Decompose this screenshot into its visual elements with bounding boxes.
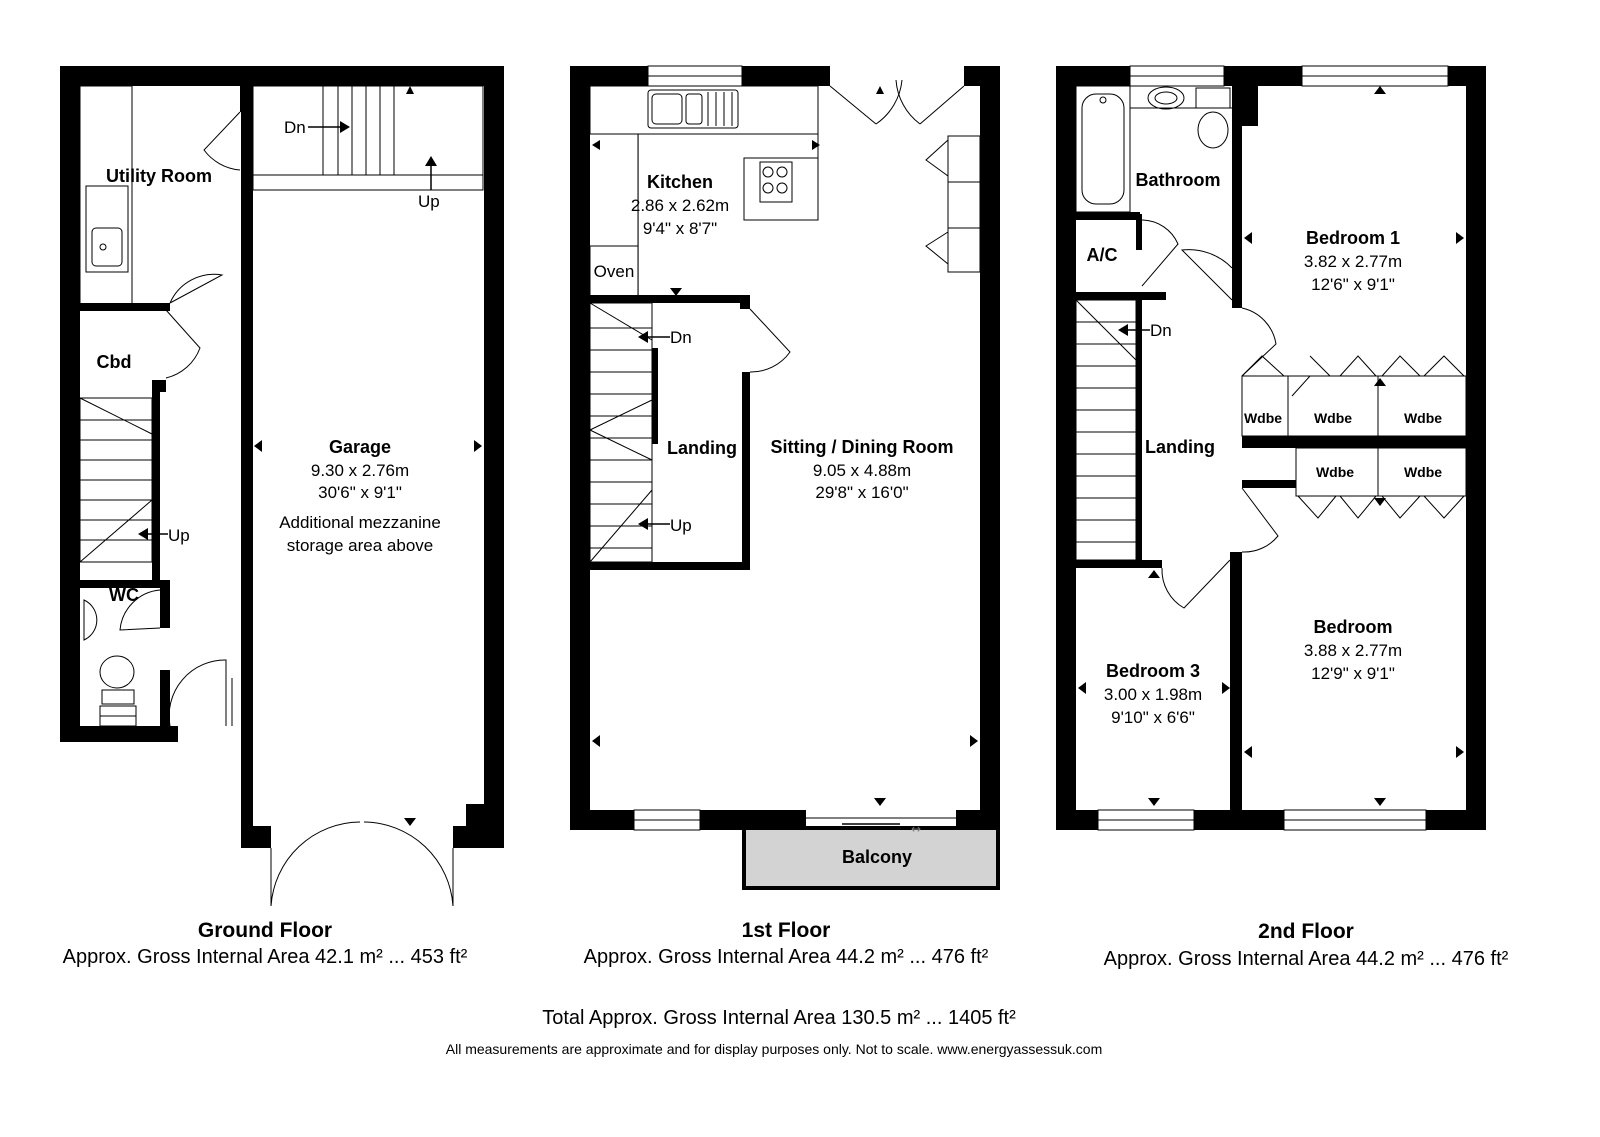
landing-label: Landing — [1145, 437, 1215, 457]
garage-dim-metric: 9.30 x 2.76m — [310, 461, 410, 480]
balcony-label: Balcony — [841, 847, 913, 867]
ground-floor-title: Ground Floor — [197, 919, 333, 942]
first-floor-plan — [570, 66, 1000, 888]
bedroom-label: Bedroom — [1313, 617, 1393, 637]
wardrobe-label: Wdbe — [1403, 464, 1443, 480]
garage-dim-imperial: 30'6" x 9'1" — [318, 483, 402, 502]
cbd-label: Cbd — [96, 352, 132, 372]
sitting-dim-metric: 9.05 x 4.88m — [812, 461, 912, 480]
first-floor-title: 1st Floor — [741, 919, 831, 942]
bedroom3-dim-imperial: 9'10" x 6'6" — [1111, 708, 1195, 727]
utility-room-label: Utility Room — [106, 166, 212, 186]
garage-note-line1: Additional mezzanine — [279, 513, 441, 532]
stair-up-label: Up — [670, 516, 692, 535]
kitchen-label: Kitchen — [646, 172, 714, 192]
disclaimer: All measurements are approximate and for display purposes only. Not to scale. www.energyassessuk.com — [445, 1041, 1103, 1057]
bedroom1-label: Bedroom 1 — [1305, 228, 1401, 248]
bedroom-dim-imperial: 12'9" x 9'1" — [1311, 664, 1395, 683]
stair-up-label: Up — [168, 526, 190, 545]
landing-label: Landing — [667, 438, 737, 458]
second-floor-title: 2nd Floor — [1258, 920, 1354, 943]
wardrobe-label: Wdbe — [1243, 410, 1283, 426]
ground-floor-area: Approx. Gross Internal Area 42.1 m² ... 453 ft² — [62, 946, 468, 968]
total-area: Total Approx. Gross Internal Area 130.5 m² ... 1405 ft² — [542, 1007, 1016, 1029]
sitting-dining-label: Sitting / Dining Room — [770, 437, 954, 457]
wardrobe-label: Wdbe — [1315, 464, 1355, 480]
wardrobe-label: Wdbe — [1313, 410, 1353, 426]
kitchen-dim-imperial: 9'4" x 8'7" — [642, 219, 718, 238]
first-floor-area: Approx. Gross Internal Area 44.2 m² ... 476 ft² — [583, 946, 989, 968]
sitting-dim-imperial: 29'8" x 16'0" — [815, 483, 909, 502]
bedroom1-dim-metric: 3.82 x 2.77m — [1303, 252, 1403, 271]
kitchen-dim-metric: 2.86 x 2.62m — [630, 196, 730, 215]
bedroom3-label: Bedroom 3 — [1105, 661, 1201, 681]
stair-dn-label: Dn — [284, 118, 306, 137]
second-floor-area: Approx. Gross Internal Area 44.2 m² ... 476 ft² — [1103, 948, 1509, 970]
wc-label: WC — [109, 585, 139, 605]
oven-label: Oven — [593, 262, 635, 281]
wardrobe-label: Wdbe — [1403, 410, 1443, 426]
svg-text:↔: ↔ — [910, 822, 922, 836]
stair-dn-label: Dn — [670, 328, 692, 347]
stair-dn-label: Dn — [1150, 321, 1172, 340]
garage-label: Garage — [328, 437, 392, 457]
bedroom1-dim-imperial: 12'6" x 9'1" — [1311, 275, 1395, 294]
bathroom-label: Bathroom — [1135, 170, 1221, 190]
garage-note-line2: storage area above — [286, 536, 434, 555]
bedroom-dim-metric: 3.88 x 2.77m — [1303, 641, 1403, 660]
stair-up-label: Up — [418, 192, 440, 211]
ac-label: A/C — [1086, 245, 1118, 265]
bedroom3-dim-metric: 3.00 x 1.98m — [1103, 685, 1203, 704]
